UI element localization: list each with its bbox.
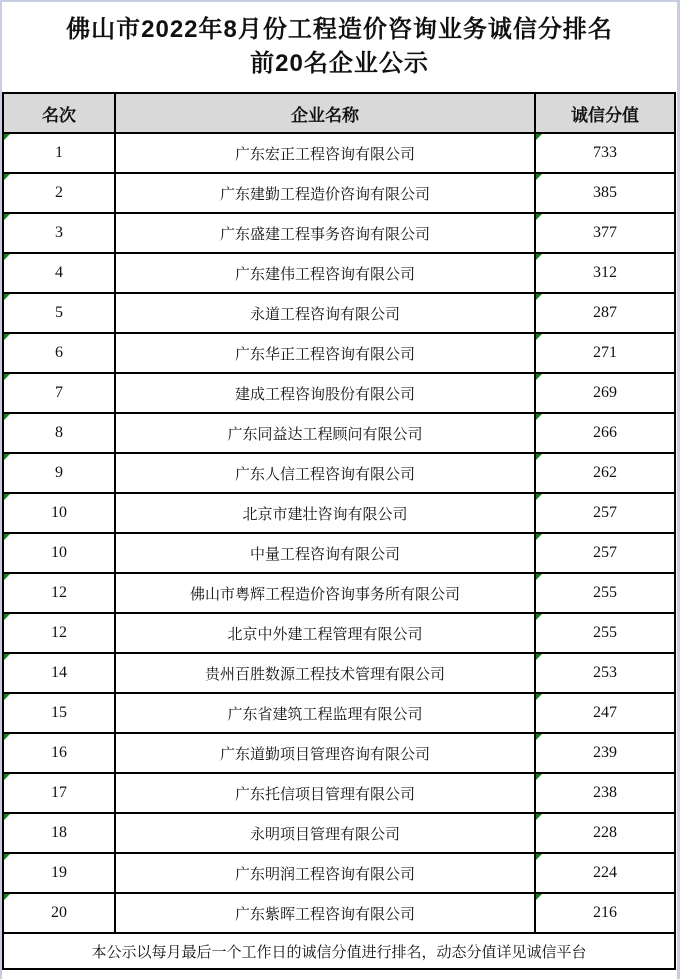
rank-value: 3: [55, 224, 63, 241]
rank-cell: [3, 253, 115, 293]
company-name: 广东宏正工程咨询有限公司: [234, 145, 415, 163]
table-row: [3, 373, 675, 413]
table-row: [3, 333, 675, 373]
company-name: 广东盛建工程事务咨询有限公司: [219, 225, 430, 243]
rank-value: 8: [55, 424, 63, 441]
table-row: [3, 693, 675, 733]
green-triangle-icon: [4, 614, 10, 620]
score-value: 224: [593, 864, 617, 881]
green-triangle-icon: [536, 574, 542, 580]
table-row: [3, 213, 675, 253]
score-cell: [535, 733, 675, 773]
score-value: 216: [593, 904, 617, 921]
company-name: 广东托信项目管理有限公司: [234, 785, 415, 803]
green-triangle-icon: [4, 734, 10, 740]
green-triangle-icon: [536, 654, 542, 660]
company-name: 北京中外建工程管理有限公司: [227, 625, 423, 643]
score-cell: [535, 453, 675, 493]
score-cell: [535, 333, 675, 373]
company-name: 广东明润工程咨询有限公司: [234, 865, 415, 883]
score-cell: [535, 773, 675, 813]
company-cell: [115, 733, 535, 773]
rank-value: 5: [55, 304, 63, 321]
green-triangle-icon: [4, 494, 10, 500]
company-name: 永明项目管理有限公司: [249, 825, 400, 843]
rank-cell: [3, 773, 115, 813]
company-name: 广东人信工程咨询有限公司: [234, 465, 415, 483]
score-value: 253: [593, 664, 617, 681]
company-name: 北京市建壮咨询有限公司: [242, 505, 408, 523]
rank-cell: [3, 533, 115, 573]
green-triangle-icon: [4, 294, 10, 300]
table-body: [3, 133, 675, 933]
rank-cell: [3, 293, 115, 333]
rank-cell: [3, 653, 115, 693]
table-row: [3, 573, 675, 613]
company-name: 广东省建筑工程监理有限公司: [227, 705, 423, 723]
footer-note: 本公示以每月最后一个工作日的诚信分值进行排名，动态分值详见诚信平台: [3, 933, 675, 969]
rank-value: 2: [55, 184, 63, 201]
rank-value: 10: [51, 504, 67, 521]
green-triangle-icon: [4, 574, 10, 580]
score-cell: [535, 533, 675, 573]
rank-cell: [3, 893, 115, 933]
company-cell: [115, 653, 535, 693]
table-row: [3, 293, 675, 333]
score-cell: [535, 133, 675, 173]
rank-value: 18: [51, 824, 67, 841]
company-name: 贵州百胜数源工程技术管理有限公司: [204, 665, 445, 683]
table-row: [3, 653, 675, 693]
table-row: [3, 253, 675, 293]
rank-value: 16: [51, 744, 67, 761]
score-value: 733: [593, 144, 617, 161]
company-cell: [115, 453, 535, 493]
score-value: 287: [593, 304, 617, 321]
score-value: 255: [593, 624, 617, 641]
column-header-rank: 名次: [3, 93, 115, 133]
green-triangle-icon: [536, 534, 542, 540]
company-cell: [115, 893, 535, 933]
credit-ranking-table: [2, 92, 676, 970]
company-cell: [115, 173, 535, 213]
green-triangle-icon: [4, 134, 10, 140]
rank-cell: [3, 453, 115, 493]
table-row: [3, 773, 675, 813]
green-triangle-icon: [536, 214, 542, 220]
table-row: [3, 413, 675, 453]
green-triangle-icon: [4, 414, 10, 420]
rank-cell: [3, 413, 115, 453]
company-name: 广东华正工程咨询有限公司: [234, 345, 415, 363]
score-cell: [535, 373, 675, 413]
rank-value: 17: [51, 784, 67, 801]
rank-cell: [3, 493, 115, 533]
score-value: 271: [593, 344, 617, 361]
page-title-line-1: 佛山市2022年8月份工程造价咨询业务诚信分排名: [66, 16, 613, 43]
table-footer-row: [3, 933, 675, 969]
green-triangle-icon: [536, 174, 542, 180]
green-triangle-icon: [4, 454, 10, 460]
score-cell: [535, 293, 675, 333]
company-cell: [115, 613, 535, 653]
green-triangle-icon: [4, 174, 10, 180]
green-triangle-icon: [4, 694, 10, 700]
score-value: 385: [593, 184, 617, 201]
rank-value: 19: [51, 864, 67, 881]
green-triangle-icon: [4, 254, 10, 260]
green-triangle-icon: [536, 894, 542, 900]
table-row: [3, 853, 675, 893]
company-cell: [115, 813, 535, 853]
score-cell: [535, 893, 675, 933]
rank-cell: [3, 133, 115, 173]
rank-value: 14: [51, 664, 67, 681]
page-title: [2, 2, 677, 92]
company-cell: [115, 253, 535, 293]
green-triangle-icon: [536, 814, 542, 820]
green-triangle-icon: [4, 814, 10, 820]
company-name: 广东紫晖工程咨询有限公司: [234, 905, 415, 923]
rank-value: 12: [51, 584, 67, 601]
rank-cell: [3, 173, 115, 213]
rank-value: 6: [55, 344, 63, 361]
company-cell: [115, 413, 535, 453]
rank-value: 10: [51, 544, 67, 561]
company-cell: [115, 773, 535, 813]
rank-value: 9: [55, 464, 63, 481]
score-cell: [535, 653, 675, 693]
company-cell: [115, 693, 535, 733]
column-header-company: 企业名称: [115, 93, 535, 133]
rank-value: 20: [51, 904, 67, 921]
score-value: 262: [593, 464, 617, 481]
column-header-score: 诚信分值: [535, 93, 675, 133]
company-name: 佛山市粤辉工程造价咨询事务所有限公司: [189, 585, 460, 603]
table-row: [3, 493, 675, 533]
company-cell: [115, 213, 535, 253]
green-triangle-icon: [4, 774, 10, 780]
green-triangle-icon: [536, 374, 542, 380]
green-triangle-icon: [536, 334, 542, 340]
green-triangle-icon: [536, 494, 542, 500]
green-triangle-icon: [536, 414, 542, 420]
green-triangle-icon: [4, 654, 10, 660]
table-row: [3, 613, 675, 653]
rank-value: 1: [55, 144, 63, 161]
green-triangle-icon: [4, 534, 10, 540]
score-value: 312: [593, 264, 617, 281]
rank-value: 15: [51, 704, 67, 721]
company-cell: [115, 853, 535, 893]
score-cell: [535, 493, 675, 533]
company-name: 中量工程咨询有限公司: [249, 545, 400, 563]
score-value: 239: [593, 744, 617, 761]
green-triangle-icon: [536, 254, 542, 260]
score-value: 257: [593, 504, 617, 521]
company-name: 建成工程咨询股份有限公司: [234, 385, 415, 403]
company-name: 永道工程咨询有限公司: [249, 305, 400, 323]
page-title-line-2: 前20名企业公示: [250, 50, 429, 77]
table-row: [3, 813, 675, 853]
score-value: 266: [593, 424, 617, 441]
table-row: [3, 893, 675, 933]
score-cell: [535, 413, 675, 453]
green-triangle-icon: [4, 374, 10, 380]
green-triangle-icon: [4, 854, 10, 860]
company-cell: [115, 133, 535, 173]
score-cell: [535, 573, 675, 613]
score-value: 255: [593, 584, 617, 601]
company-cell: [115, 293, 535, 333]
company-cell: [115, 573, 535, 613]
score-cell: [535, 173, 675, 213]
score-value: 238: [593, 784, 617, 801]
company-cell: [115, 493, 535, 533]
green-triangle-icon: [4, 214, 10, 220]
green-triangle-icon: [536, 614, 542, 620]
company-name: 广东建伟工程咨询有限公司: [234, 265, 415, 283]
rank-value: 7: [55, 384, 63, 401]
rank-cell: [3, 853, 115, 893]
green-triangle-icon: [536, 774, 542, 780]
rank-cell: [3, 333, 115, 373]
company-cell: [115, 533, 535, 573]
table-row: [3, 733, 675, 773]
green-triangle-icon: [4, 894, 10, 900]
company-name: 广东道勤项目管理咨询有限公司: [219, 745, 430, 763]
rank-cell: [3, 693, 115, 733]
score-value: 269: [593, 384, 617, 401]
table-row: [3, 173, 675, 213]
green-triangle-icon: [536, 694, 542, 700]
green-triangle-icon: [4, 334, 10, 340]
table-row: [3, 133, 675, 173]
score-value: 228: [593, 824, 617, 841]
green-triangle-icon: [536, 294, 542, 300]
rank-cell: [3, 813, 115, 853]
company-cell: [115, 373, 535, 413]
company-name: 广东建勤工程造价咨询有限公司: [219, 185, 430, 203]
company-name: 广东同益达工程顾问有限公司: [227, 425, 423, 443]
company-cell: [115, 333, 535, 373]
green-triangle-icon: [536, 854, 542, 860]
score-cell: [535, 813, 675, 853]
table-header-row: [3, 93, 675, 133]
green-triangle-icon: [536, 454, 542, 460]
rank-cell: [3, 613, 115, 653]
rank-value: 4: [55, 264, 63, 281]
table-row: [3, 453, 675, 493]
score-cell: [535, 213, 675, 253]
rank-value: 12: [51, 624, 67, 641]
rank-cell: [3, 373, 115, 413]
score-cell: [535, 853, 675, 893]
green-triangle-icon: [536, 134, 542, 140]
rank-cell: [3, 213, 115, 253]
score-value: 377: [593, 224, 617, 241]
score-cell: [535, 693, 675, 733]
score-cell: [535, 253, 675, 293]
table-row: [3, 533, 675, 573]
score-value: 257: [593, 544, 617, 561]
score-value: 247: [593, 704, 617, 721]
score-cell: [535, 613, 675, 653]
rank-cell: [3, 733, 115, 773]
rank-cell: [3, 573, 115, 613]
green-triangle-icon: [536, 734, 542, 740]
